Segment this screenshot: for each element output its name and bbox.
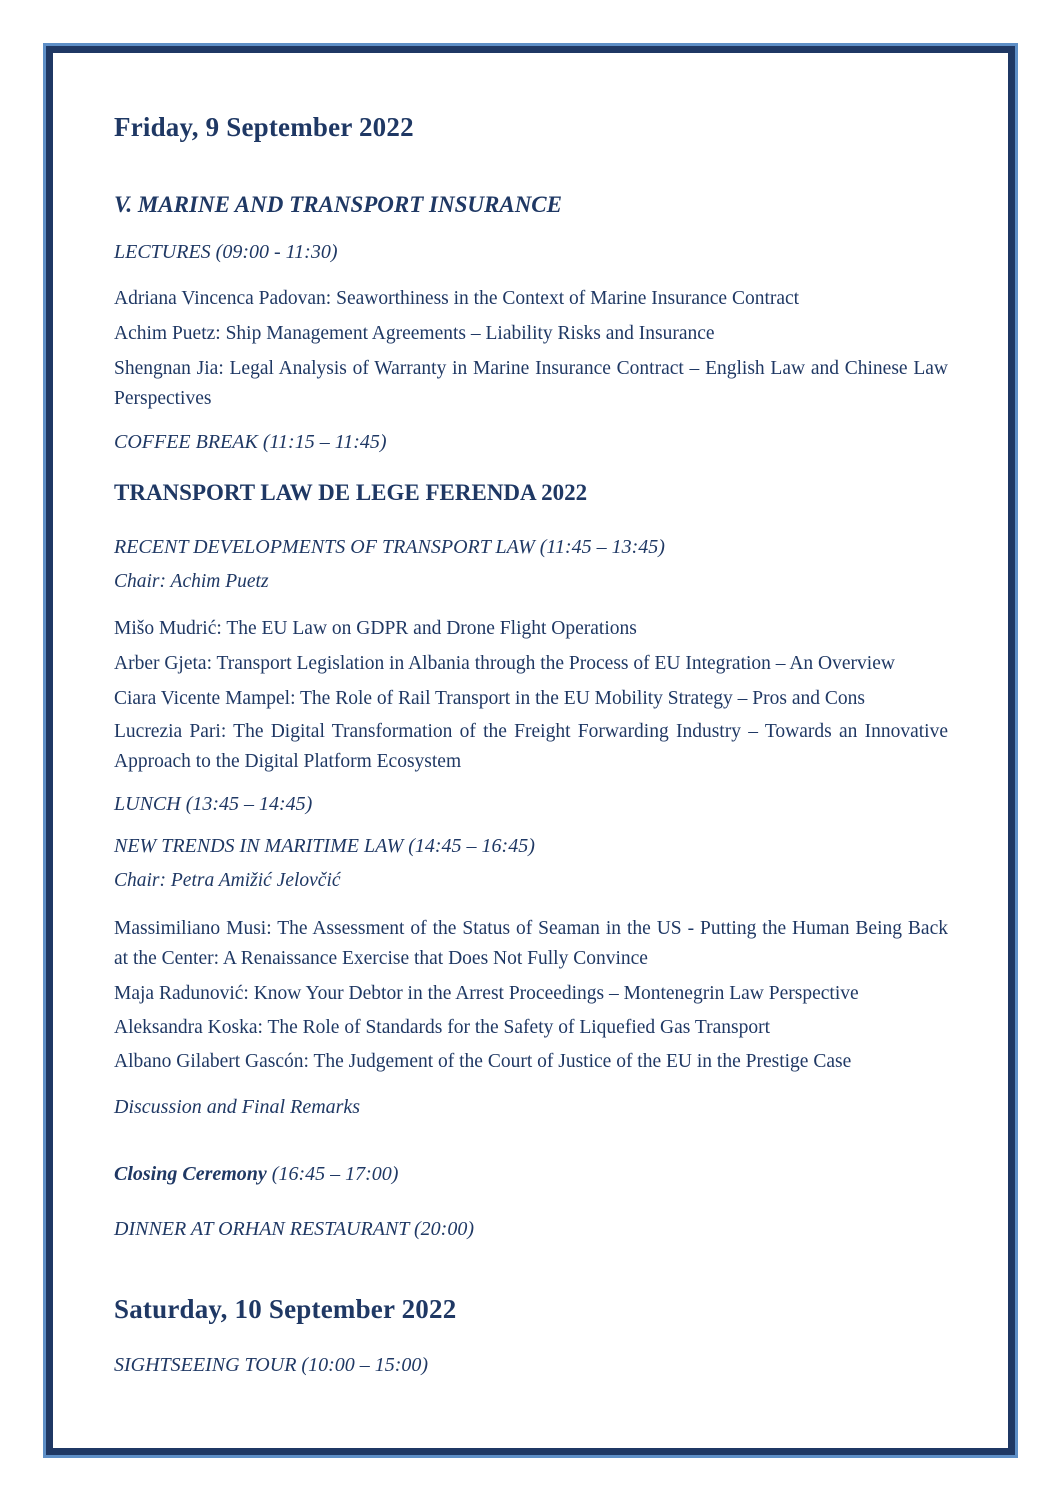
talk-item: Maja Radunović: Know Your Debtor in the Arrest Proceedings – Montenegrin Law Perspective	[114, 983, 859, 1004]
closing-ceremony-label: Closing Ceremony	[114, 1163, 267, 1185]
talk-item: Albano Gilabert Gascón: The Judgement of the Court of Justice of the EU in the Prestige Case	[114, 1051, 852, 1072]
talk-item: Mišo Mudrić: The EU Law on GDPR and Drone Flight Operations	[114, 618, 637, 639]
lecture-item: Adriana Vincenca Padovan: Seaworthiness in the Context of Marine Insurance Contract	[114, 288, 800, 309]
lecture-item: Achim Puetz: Ship Management Agreements – Liability Risks and Insurance	[114, 323, 715, 344]
session-label-coffee-break: COFFEE BREAK (11:15 – 11:45)	[114, 431, 387, 453]
section-title-marine-insurance: V. MARINE AND TRANSPORT INSURANCE	[114, 192, 562, 217]
session-label-lectures: LECTURES (09:00 - 11:30)	[114, 241, 338, 263]
closing-ceremony-time: (16:45 – 17:00)	[271, 1163, 399, 1185]
program-page	[46, 46, 1015, 1455]
session-label-dinner: DINNER AT ORHAN RESTAURANT (20:00)	[114, 1218, 474, 1240]
session-chair: Chair: Petra Amižić Jelovčić	[114, 870, 341, 891]
talk-item: Ciara Vicente Mampel: The Role of Rail Transport in the EU Mobility Strategy – Pros and Cons	[114, 688, 865, 709]
session-chair: Chair: Achim Puetz	[114, 571, 269, 592]
session-label-lunch: LUNCH (13:45 – 14:45)	[114, 793, 313, 815]
closing-ceremony-line	[114, 1161, 948, 1187]
day-heading-saturday: Saturday, 10 September 2022	[114, 1294, 457, 1324]
session-label-sightseeing-tour: SIGHTSEEING TOUR (10:00 – 15:00)	[114, 1354, 429, 1376]
talk-item: Arber Gjeta: Transport Legislation in Albania through the Process of EU Integration – An Overview	[114, 653, 895, 674]
session-label-discussion: Discussion and Final Remarks	[114, 1096, 361, 1118]
talk-item: Lucrezia Pari: The Digital Transformation of the Freight Forwarding Industry – Towards an Innovative Approach to the Digital Platform Ecosystem	[114, 721, 948, 772]
session-label-new-trends: NEW TRENDS IN MARITIME LAW (14:45 – 16:45)	[114, 835, 535, 857]
talk-item: Aleksandra Koska: The Role of Standards for the Safety of Liquefied Gas Transport	[114, 1017, 771, 1038]
talk-item: Massimiliano Musi: The Assessment of the Status of Seaman in the US - Putting the Human Being Back at the Center: A Renaissance Exercise that Does Not Fully Convince	[114, 918, 948, 969]
lecture-item: Shengnan Jia: Legal Analysis of Warranty in Marine Insurance Contract – English Law and Chinese Law Perspectives	[114, 358, 948, 409]
day-heading-friday: Friday, 9 September 2022	[114, 112, 414, 142]
page-border-frame	[43, 43, 1018, 1458]
section-title-transport-law: TRANSPORT LAW DE LEGE FERENDA 2022	[114, 480, 588, 505]
session-label-recent-developments: RECENT DEVELOPMENTS OF TRANSPORT LAW (11:45 – 13:45)	[114, 536, 665, 558]
